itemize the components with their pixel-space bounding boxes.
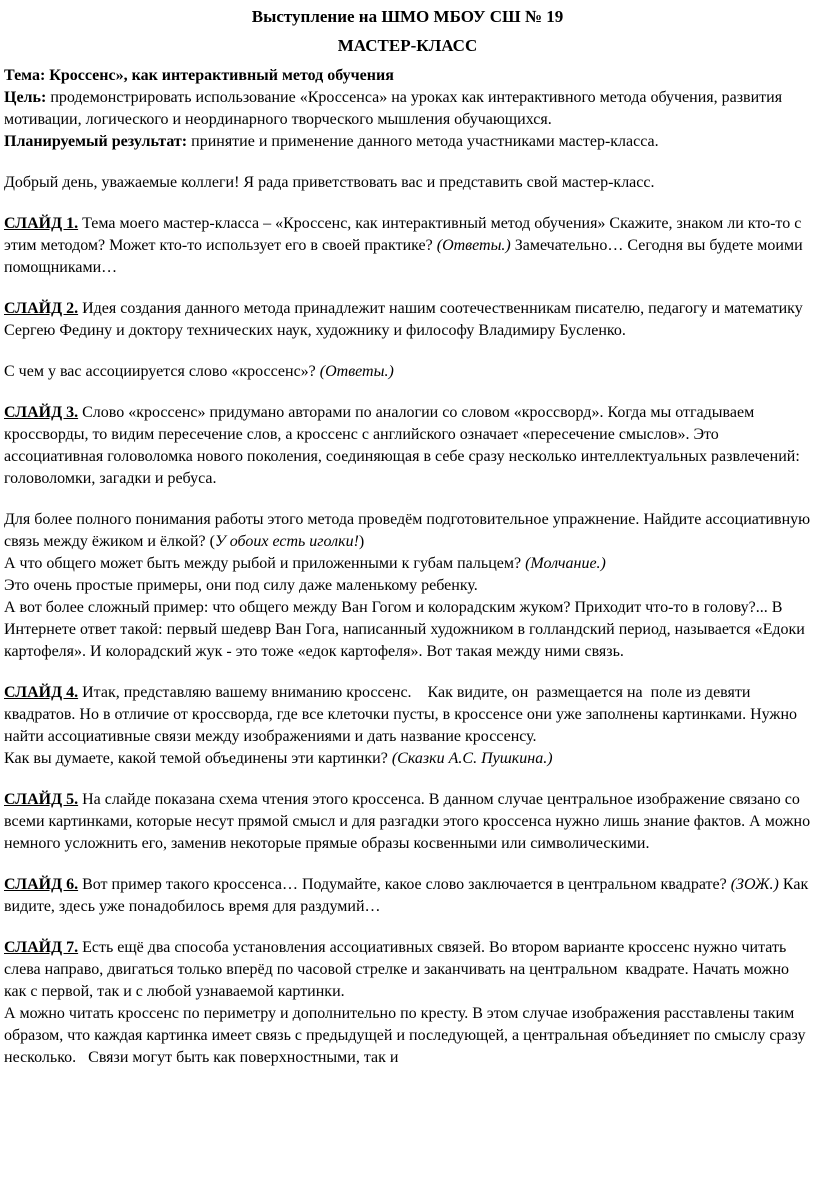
planned-result-paragraph <box>4 131 811 153</box>
text-run: А можно читать кроссенс по периметру и дополнительно по кресту. В этом случае изображения расставлены таким образом, что каждая картинка имеет связь с предыдущей и последующей, а центральная объединяет по смыслу сразу несколько. Связи могут быть как поверхностными, так и <box>4 1005 810 1066</box>
text-run: принятие и применение данного метода участниками мастер-класса. <box>187 133 659 150</box>
title-line-2 <box>4 35 811 57</box>
text-run: Идея создания данного метода принадлежит нашим соотечественникам писателю, педагогу и математику Сергею Федину и доктору технических наук, художнику и философу Владимиру Бусленко. <box>4 300 807 339</box>
blank-line <box>4 194 811 213</box>
slide-4-question-paragraph <box>4 748 811 770</box>
blank-line <box>4 855 811 874</box>
greeting-paragraph <box>4 172 811 194</box>
text-run: СЛАЙД 5. <box>4 791 79 808</box>
fish-finger-paragraph <box>4 553 811 575</box>
title-line-1 <box>4 6 811 28</box>
text-run: СЛАЙД 7. <box>4 939 79 956</box>
blank-line <box>4 918 811 937</box>
slide-4-paragraph <box>4 682 811 748</box>
text-run: СЛАЙД 3. <box>4 404 79 421</box>
text-run: С чем у вас ассоциируется слово «кроссенс»? <box>4 363 320 380</box>
text-run: Планируемый результат: <box>4 133 188 150</box>
text-run: МАСТЕР-КЛАСС <box>337 36 478 55</box>
slide-3-paragraph <box>4 402 811 490</box>
text-run: Есть ещё два способа установления ассоциативных связей. Во втором варианте кроссенс нужно читать слева направо, двигаться только вперёд по часовой стрелке и заканчивать на центральном квадрате. Начать можно как с первой, так и с любой узнаваемой картинки. <box>4 939 794 1000</box>
slide-6-paragraph <box>4 874 811 918</box>
text-run: (Сказки А.С. Пушкина.) <box>391 750 553 767</box>
warmup-exercise-paragraph <box>4 509 815 553</box>
slide-2-paragraph <box>4 298 811 342</box>
slide-7-continued-paragraph <box>4 1003 811 1069</box>
text-run: Тема моего мастер-класса – «Кроссенс, как интерактивный метод обучения» Скажите, знаком ли кто-то с этим методом? Может кто-то использует его в своей практике? <box>4 215 806 254</box>
text-run: продемонстрировать использование «Кроссенса» на уроках как интерактивного метода обучения, развития мотивации, логического и неординарного творческого мышления обучающихся. <box>4 89 787 128</box>
blank-line <box>4 153 811 172</box>
association-question-paragraph <box>4 361 811 383</box>
text-run: Для более полного понимания работы этого метода проведём подготовительное упражнение. Найдите ассоциативную связь между ёжиком и ёлкой? ( <box>4 511 815 550</box>
text-run: (Ответы.) <box>436 237 511 254</box>
text-run: Слово «кроссенс» придумано авторами по аналогии со словом «кроссворд». Когда мы отгадываем кроссворды, то видим пересечение слов, а кроссенс с английского означает «пересечение смыслов». Это ассоциативная головоломка нового поколения, соединяющая в себе сразу несколько интеллектуальных развлечений: головоломки, загадки и ребуса. <box>4 404 804 487</box>
text-run: СЛАЙД 4. <box>4 684 79 701</box>
goal-paragraph <box>4 87 811 131</box>
text-run: Тема: Кроссенс», как интерактивный метод обучения <box>4 67 394 84</box>
blank-line <box>4 279 811 298</box>
blank-line <box>4 663 811 682</box>
text-run: (Ответы.) <box>319 363 394 380</box>
text-run: У обоих есть иголки! <box>214 533 359 550</box>
text-run: Вот пример такого кроссенса… Подумайте, какое слово заключается в центральном квадрате? <box>78 876 731 893</box>
text-run: СЛАЙД 2. <box>4 300 79 317</box>
topic-paragraph <box>4 65 811 87</box>
van-gogh-paragraph <box>4 597 811 663</box>
text-run: Как видите, здесь уже понадобилось время для раздумий… <box>4 876 813 915</box>
text-run: (Молчание.) <box>525 555 606 572</box>
blank-line <box>4 383 811 402</box>
text-run: ) <box>358 533 365 550</box>
slide-7-paragraph <box>4 937 811 1003</box>
text-run: Замечательно… Сегодня вы будете моими помощниками… <box>4 237 807 276</box>
blank-line <box>4 342 811 361</box>
text-run: Итак, представляю вашему вниманию кроссенс. Как видите, он размещается на поле из девяти квадратов. Но в отличие от кроссворда, где все клеточки пусты, в кроссенсе они уже заполнены картинками. Нужно найти ассоциативные связи между изображениями и дать название кроссенсу. <box>4 684 802 745</box>
text-run: СЛАЙД 1. <box>4 215 79 232</box>
text-run: Добрый день, уважаемые коллеги! Я рада приветствовать вас и представить свой мастер-класс. <box>4 174 655 191</box>
text-run: Как вы думаете, какой темой объединены эти картинки? <box>4 750 392 767</box>
text-run: Выступление на ШМО МБОУ СШ № 19 <box>251 7 564 26</box>
text-run: А вот более сложный пример: что общего между Ван Гогом и колорадским жуком? Приходит что-то в голову?... В Интернете ответ такой: первый шедевр Ван Гога, написанный художником в голландский период, называется «Едоки картофеля». И колорадский жук - это тоже «едок картофеля». Вот такая между ними связь. <box>4 599 809 660</box>
text-run: (ЗОЖ.) <box>730 876 779 893</box>
blank-line <box>4 490 811 509</box>
text-run: СЛАЙД 6. <box>4 876 79 893</box>
slide-1-paragraph <box>4 213 811 279</box>
text-run: Это очень простые примеры, они под силу даже маленькому ребенку. <box>4 577 478 594</box>
text-run: Цель: <box>4 89 47 106</box>
slide-5-paragraph <box>4 789 815 855</box>
text-run: А что общего может быть между рыбой и приложенными к губам пальцем? <box>4 555 526 572</box>
blank-line <box>4 770 811 789</box>
text-run: На слайде показана схема чтения этого кроссенса. В данном случае центральное изображение связано со всеми картинками, которые несут прямой смысл и для разгадки этого кроссенса нужно лишь знание фактов. А можно немного усложнить его, заменив некоторые прямые образы косвенными или символическими. <box>4 791 815 852</box>
simple-examples-paragraph <box>4 575 811 597</box>
